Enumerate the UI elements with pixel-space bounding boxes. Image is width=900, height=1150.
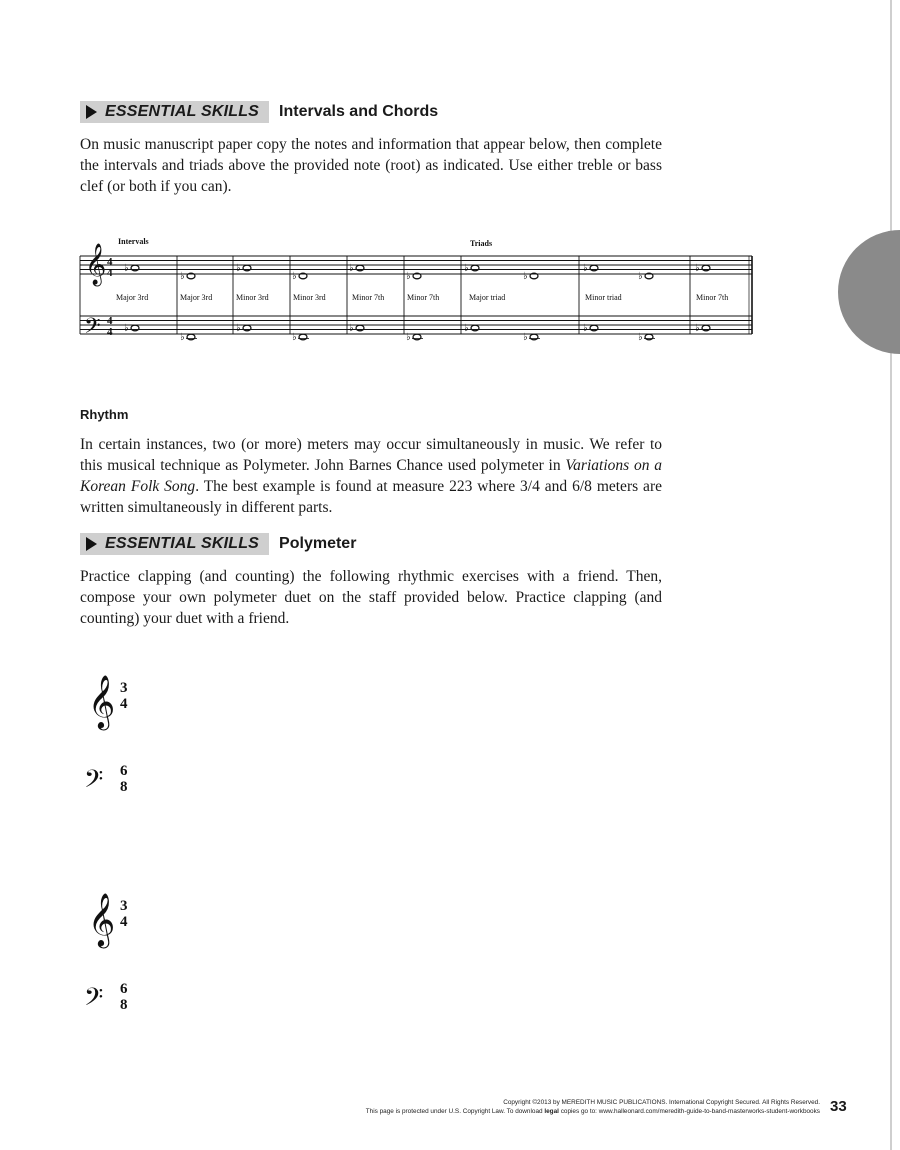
bass-clef-icon: 𝄢 (84, 983, 104, 1018)
triad-label: Major triad (469, 293, 506, 302)
whole-note (131, 265, 139, 271)
time-sig-numerator: 6 (120, 763, 128, 779)
flat-icon: ♭ (406, 332, 411, 343)
badge-label: ESSENTIAL SKILLS (105, 103, 260, 120)
root-notes (124, 263, 710, 343)
triad-label: Minor 7th (696, 293, 729, 302)
whole-note (356, 265, 364, 271)
flat-icon: ♭ (236, 263, 241, 274)
time-signature-bottom: 4 (107, 267, 113, 279)
treble-clef-icon: 𝄞 (85, 244, 107, 285)
download-url: copies go to: www.halleonard.com/meredith-guide-to-band-masterworks-student-workbooks (558, 1108, 820, 1115)
whole-note (187, 334, 195, 340)
flat-icon: ♭ (180, 271, 185, 282)
section-title: Polymeter (279, 535, 357, 552)
time-signature-top: 4 (107, 256, 113, 268)
flat-icon: ♭ (464, 263, 469, 274)
essential-skills-badge (80, 533, 269, 555)
page-number: 33 (830, 1098, 847, 1115)
section-title: Intervals and Chords (279, 103, 439, 120)
flat-icon: ♭ (464, 323, 469, 334)
bass-clef-icon: 𝄢 (84, 765, 104, 800)
polymeter-instructions: Practice clapping (and counting) the following rhythmic exercises with a friend. Then, compose your own polymeter duet on the staff provided below. Practice clapping (and counting) your duet with a friend. (80, 568, 662, 627)
badge-label: ESSENTIAL SKILLS (105, 535, 260, 552)
download-text: This page is protected under U.S. Copyright Law. To download (365, 1108, 545, 1115)
interval-label: Minor 3rd (236, 293, 269, 302)
interval-label: Minor 7th (407, 293, 440, 302)
flat-icon: ♭ (124, 323, 129, 334)
time-sig-denominator: 4 (120, 696, 128, 712)
time-sig-numerator: 3 (120, 898, 128, 914)
whole-note (702, 265, 710, 271)
rhythm-heading: Rhythm (80, 407, 129, 422)
flat-icon: ♭ (292, 332, 297, 343)
flat-icon: ♭ (695, 263, 700, 274)
flat-icon: ♭ (349, 323, 354, 334)
polymeter-exercise-1 (0, 660, 900, 810)
intervals-instructions: On music manuscript paper copy the notes and information that appear below, then complete the intervals and triads above the provided note (root) as indicated. Use either treble or bass clef (or both if you can). (80, 136, 662, 195)
copyright-footer (366, 1098, 820, 1116)
whole-note (530, 334, 538, 340)
flat-icon: ♭ (406, 271, 411, 282)
time-sig-denominator: 8 (120, 779, 128, 795)
triad-label: Minor triad (585, 293, 622, 302)
copyright-line: Copyright ©2013 by MEREDITH MUSIC PUBLICATIONS. International Copyright Secured. All Rights Reserved. (503, 1099, 820, 1106)
time-sig-denominator: 8 (120, 997, 128, 1013)
time-sig-denominator: 4 (120, 914, 128, 930)
rhythm-text-after: . The best example is found at measure 223 where 3/4 and 6/8 meters are written simultaneously in different parts. (80, 478, 662, 516)
polymeter-exercise-2 (0, 878, 900, 1028)
interval-label: Minor 3rd (293, 293, 326, 302)
intervals-grand-staff (0, 230, 900, 360)
flat-icon: ♭ (583, 263, 588, 274)
interval-label: Major 3rd (180, 293, 213, 302)
whole-note (356, 325, 364, 331)
whole-note (243, 265, 251, 271)
flat-icon: ♭ (124, 263, 129, 274)
rhythm-paragraph (80, 434, 662, 518)
treble-clef-icon: 𝄞 (88, 674, 116, 728)
bass-clef-icon: 𝄢 (84, 314, 101, 344)
interval-label: Major 3rd (116, 293, 149, 302)
section-heading-intervals (80, 100, 438, 124)
whole-note (471, 265, 479, 271)
work-title: Variations on a Korean Folk Song (80, 457, 663, 495)
flat-icon: ♭ (638, 271, 643, 282)
whole-note (645, 334, 653, 340)
whole-note (471, 325, 479, 331)
flat-icon: ♭ (583, 323, 588, 334)
flat-icon: ♭ (236, 323, 241, 334)
whole-note (243, 325, 251, 331)
interval-label: Minor 7th (352, 293, 385, 302)
whole-note (590, 265, 598, 271)
rhythm-text-before: In certain instances, two (or more) meters may occur simultaneously in music. We refer to this musical technique as Polymeter. John Barnes Chance used polymeter in (80, 436, 662, 474)
flat-icon: ♭ (523, 271, 528, 282)
whole-note (413, 334, 421, 340)
whole-note (299, 334, 307, 340)
flat-icon: ♭ (180, 332, 185, 343)
time-signature-top: 4 (107, 315, 113, 327)
download-bold: legal (544, 1108, 559, 1115)
flat-icon: ♭ (523, 332, 528, 343)
flat-icon: ♭ (638, 332, 643, 343)
time-sig-numerator: 6 (120, 981, 128, 997)
flat-icon: ♭ (292, 271, 297, 282)
time-signature-bottom: 4 (107, 326, 113, 338)
play-triangle-icon (86, 537, 97, 551)
section-heading-polymeter (80, 532, 356, 556)
flat-icon: ♭ (349, 263, 354, 274)
triads-group-label: Triads (470, 239, 493, 248)
play-triangle-icon (86, 105, 97, 119)
time-sig-numerator: 3 (120, 680, 128, 696)
whole-note (590, 325, 598, 331)
flat-icon: ♭ (695, 323, 700, 334)
whole-note (131, 325, 139, 331)
essential-skills-badge (80, 101, 269, 123)
treble-clef-icon: 𝄞 (88, 892, 116, 946)
download-line (366, 1107, 820, 1116)
whole-note (702, 325, 710, 331)
intervals-group-label: Intervals (118, 237, 149, 246)
